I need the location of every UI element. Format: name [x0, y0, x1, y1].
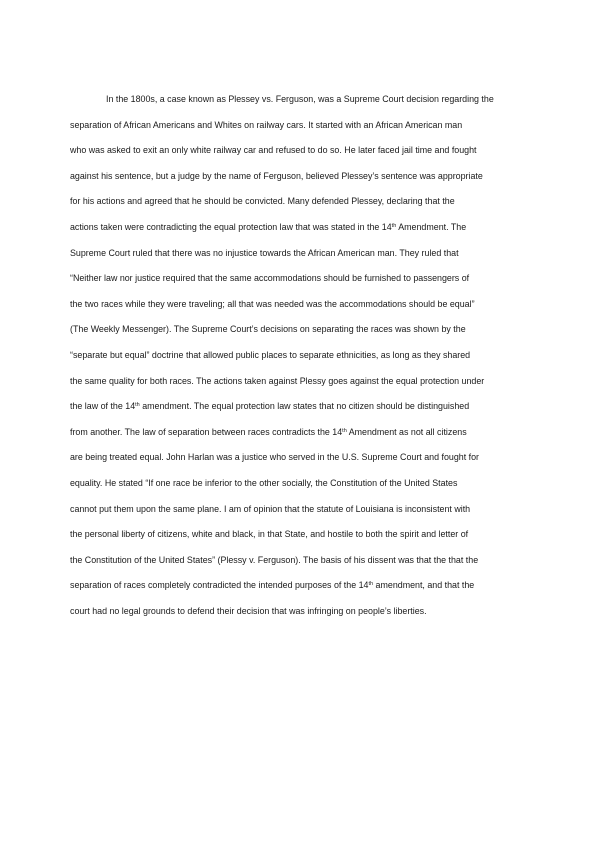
line-text: for his actions and agreed that he should be convicted. Many defended Plessey, declaring that the	[70, 196, 455, 207]
paragraph-line	[70, 448, 528, 474]
paragraph-line	[70, 218, 528, 244]
line-text: “separate but equal” doctrine that allowed public places to separate ethnicities, as long as they shared	[70, 349, 471, 360]
ordinal-superscript: th	[135, 402, 140, 409]
ordinal-superscript: th	[391, 222, 397, 229]
line-text: from another. The law of separation between races contradicts the 14	[70, 426, 343, 437]
line-text: are being treated equal. John Harlan was a justice who served in the U.S. Supreme Court and fought for	[70, 452, 479, 463]
paragraph-line	[70, 320, 528, 346]
line-text: equality. He stated “If one race be inferior to the other socially, the Constitution of the United States	[70, 477, 458, 488]
line-text-continued: Amendment as not all citizens	[346, 426, 467, 437]
paragraph-line	[70, 90, 528, 116]
ordinal-superscript: th	[368, 581, 374, 588]
line-text: the same quality for both races. The actions taken against Plessy goes against the equal protection under	[70, 375, 485, 386]
line-text: separation of races completely contradicted the intended purposes of the 14	[70, 580, 369, 591]
line-text: Supreme Court ruled that there was no injustice towards the African American man. They ruled that	[70, 247, 459, 258]
line-text: (The Weekly Messenger). The Supreme Court’s decisions on separating the races was shown by the	[70, 324, 466, 335]
line-text: actions taken were contradicting the equal protection law that was stated in the 14	[70, 221, 392, 232]
line-text: the personal liberty of citizens, white and black, in that State, and hostile to both the spirit and letter of	[70, 529, 469, 540]
line-text: against his sentence, but a judge by the name of Ferguson, believed Plessey’s sentence was appropriate	[70, 170, 483, 181]
paragraph-line	[70, 295, 528, 321]
line-text: who was asked to exit an only white railway car and refused to do so. He later faced jail time and fought	[70, 145, 477, 156]
line-text: separation of African Americans and Whites on railway cars. It started with an African American man	[70, 119, 463, 130]
paragraph-line	[70, 423, 528, 449]
paragraph-line	[70, 192, 528, 218]
paragraph-line	[70, 576, 528, 602]
line-text: the Constitution of the United States” (Plessy v. Ferguson). The basis of his dissent was that the that the	[70, 554, 479, 565]
line-text: In the 1800s, a case known as Plessey vs. Ferguson, was a Supreme Court decision regarding the	[106, 94, 494, 104]
line-text: “Neither law nor justice required that the same accommodations should be furnished to passengers of	[70, 273, 470, 284]
paragraph-line	[70, 525, 528, 551]
paragraph-line	[70, 244, 528, 270]
paragraph-line	[70, 269, 528, 295]
line-text: the two races while they were traveling; all that was needed was the accommodations should be equal”	[70, 298, 475, 309]
line-text: cannot put them upon the same plane. I am of opinion that the statute of Louisiana is inconsistent with	[70, 503, 471, 514]
paragraph-line	[70, 141, 528, 167]
line-text-continued: amendment, and that the	[373, 580, 475, 591]
ordinal-superscript: th	[342, 427, 347, 434]
paragraph-line	[70, 372, 528, 398]
paragraph-line	[70, 551, 528, 577]
line-text-continued: Amendment. The	[396, 221, 467, 232]
paragraph-line	[70, 500, 528, 526]
line-text-continued: amendment. The equal protection law states that no citizen should be distinguished	[139, 401, 470, 412]
paragraph-line	[70, 116, 528, 142]
paragraph-line	[70, 397, 528, 423]
paragraph-line	[70, 167, 528, 193]
paragraph-line	[70, 602, 528, 628]
body-paragraph	[70, 90, 528, 627]
line-text: court had no legal grounds to defend their decision that was infringing on people’s liberties.	[70, 605, 427, 616]
paragraph-line	[70, 346, 528, 372]
line-text: the law of the 14	[70, 401, 136, 412]
paragraph-line	[70, 474, 528, 500]
